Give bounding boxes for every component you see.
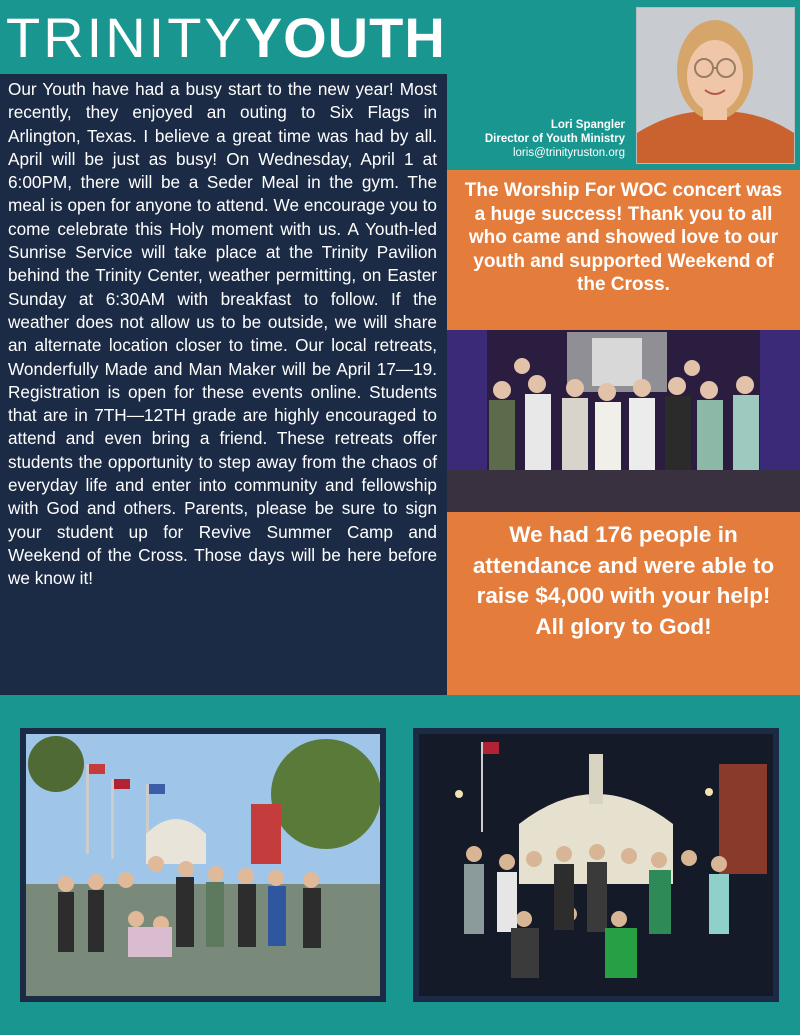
person-portrait-icon [637, 8, 794, 163]
article-body: Our Youth have had a busy start to the new year! Most recently, they enjoyed an outing to Six Flags in Arlington, Texas. I believe a great time was had by all. April will be just as busy! On Wednesday, April 1 at 6:00PM, there will be a Seder Meal in the gym. The meal is open for anyone to attend. We encourage you to come celebrate this Holy moment with us. A Youth-led Sunrise Service will take place at the Trinity Pavilion behind the Trinity Center, weather permitting, on Easter Sunday at 6:30AM with breakfast to follow. If the weather does not allow us to be outside, we will share an alternate location closer to time. Our local retreats, Wonderfully Made and Man Maker will be April 17—19. Registration is open for these events online. Students that are in 7TH—12TH grade are highly encouraged to attend and even bring a friend. These retreats offer students the opportunity to step away from the chaos of everyday life and enter into community and fellowship with God and others. Parents, please be sure to sign your student up for Revive Summer Camp and Weekend of the Cross. Those days will be here before we know it! [8, 79, 437, 589]
six-flags-day-photo-frame [20, 728, 386, 1002]
six-flags-night-photo-icon [419, 734, 773, 996]
director-portrait-photo [636, 7, 795, 164]
six-flags-night-photo-frame [413, 728, 779, 1002]
page-header [0, 0, 630, 74]
worship-group-photo [447, 330, 800, 512]
six-flags-day-photo-icon [26, 734, 380, 996]
attendance-callout [447, 512, 800, 695]
title-thin: TRINITY [6, 6, 245, 69]
woc-callout [447, 170, 800, 330]
director-role: Director of Youth Ministry [484, 133, 625, 145]
director-email[interactable]: loris@trinityruston.org [512, 147, 625, 159]
page-title [6, 8, 446, 68]
director-info [448, 118, 625, 160]
title-bold: YOUTH [244, 6, 446, 69]
youth-article [0, 74, 447, 695]
director-name: Lori Spangler [550, 119, 625, 131]
group-photo-icon [447, 330, 800, 512]
attendance-callout-text: We had 176 people in attendance and were able to raise $4,000 with your help! All glory to God! [472, 522, 775, 639]
woc-callout-text: The Worship For WOC concert was a huge success! Thank you to all who came and showed love to our youth and supported Weekend of the Cross. [464, 180, 783, 295]
